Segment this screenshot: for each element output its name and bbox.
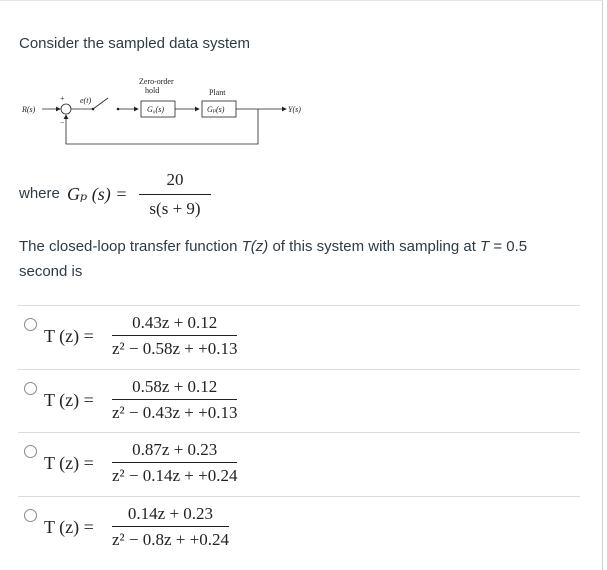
option-fraction-bar	[112, 335, 237, 336]
block-diagram	[0, 70, 330, 160]
output-label: Y(s)	[288, 105, 301, 114]
question-part-2: of this system with sampling at	[268, 238, 481, 255]
option-fraction	[112, 503, 229, 551]
answer-option-3[interactable]	[18, 432, 580, 496]
option-fraction-bar	[112, 399, 237, 400]
answer-option-4[interactable]	[18, 496, 580, 560]
option-denominator: z² − 0.43z + +0.13	[112, 403, 238, 422]
plant-block-label: Gₚ(s)	[207, 105, 225, 114]
question-text	[19, 234, 579, 284]
plant-title: Plant	[209, 88, 226, 97]
radio-button[interactable]	[24, 318, 37, 331]
radio-button[interactable]	[24, 445, 37, 458]
plant-numerator: 20	[166, 170, 184, 189]
option-lhs: T (z) =	[44, 390, 94, 410]
question-part-1: The closed-loop transfer function	[19, 238, 242, 255]
question-tz: T(z)	[241, 238, 269, 255]
minus-sign: −	[60, 118, 65, 127]
plant-lhs	[67, 184, 127, 205]
option-fraction	[112, 376, 237, 424]
zoh-block-label: G₀(s)	[147, 105, 164, 114]
option-denominator: z² − 0.8z + +0.24	[112, 530, 229, 549]
option-numerator: 0.43z + 0.12	[132, 313, 218, 332]
option-fraction	[112, 439, 237, 487]
answer-option-1[interactable]	[18, 305, 580, 369]
question-part-3: = 0.5 second is	[19, 238, 528, 280]
option-fraction-bar	[112, 462, 237, 463]
option-numerator: 0.14z + 0.23	[127, 504, 214, 523]
radio-button[interactable]	[24, 509, 37, 522]
answer-option-2[interactable]	[18, 369, 580, 433]
option-fraction-bar	[112, 526, 229, 527]
plant-lhs-text: Gₚ (s) =	[67, 184, 128, 204]
option-lhs: T (z) =	[44, 453, 94, 473]
question-T: T	[480, 238, 490, 255]
option-fraction	[112, 312, 237, 360]
radio-button[interactable]	[24, 382, 37, 395]
where-label: where	[19, 185, 60, 202]
option-numerator: 0.87z + 0.23	[132, 440, 218, 459]
option-lhs: T (z) =	[44, 326, 94, 346]
error-label: e(t)	[80, 96, 92, 105]
summing-junction	[61, 104, 71, 114]
plant-definition	[19, 168, 279, 228]
input-label: R(s)	[22, 105, 36, 114]
option-numerator: 0.58z + 0.12	[132, 377, 218, 396]
sampler-switch	[93, 98, 108, 109]
zoh-title-1: Zero-order	[139, 77, 174, 86]
intro-text: Consider the sampled data system	[19, 35, 250, 52]
option-lhs: T (z) =	[44, 517, 94, 537]
plant-fraction-bar	[139, 194, 211, 195]
plus-sign: +	[60, 94, 65, 103]
zoh-title-2: hold	[145, 86, 160, 95]
option-denominator: z² − 0.14z + +0.24	[112, 466, 238, 485]
plant-fraction	[139, 170, 211, 219]
plant-denominator: s(s + 9)	[149, 199, 201, 218]
option-denominator: z² − 0.58z + +0.13	[112, 339, 238, 358]
